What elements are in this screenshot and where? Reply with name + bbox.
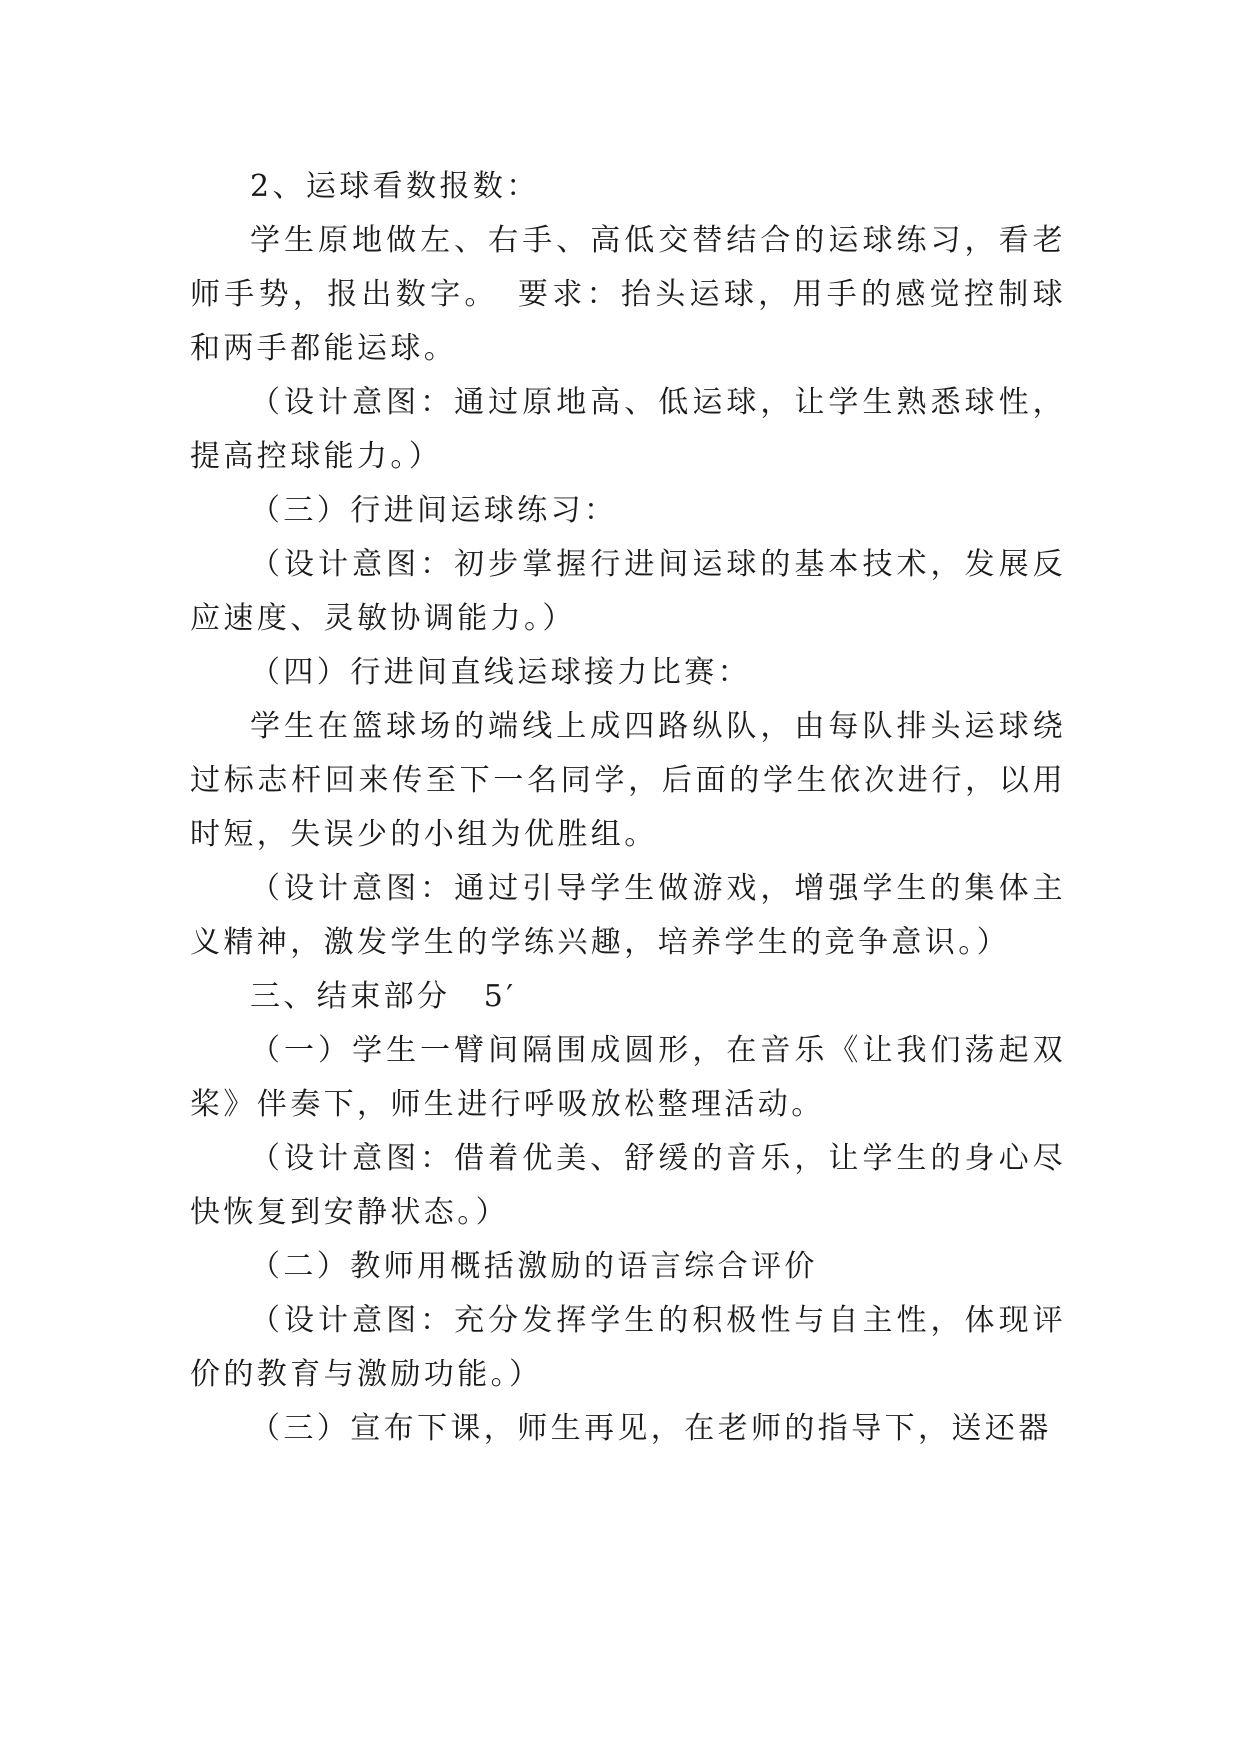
paragraph: （二）教师用概括激励的语言综合评价 xyxy=(250,1249,818,1284)
paragraph: 2、运球看数报数： xyxy=(250,169,540,204)
paragraph: （设计意图：充分发挥学生的积极性与自主性，体现评价的教育与激励功能。） xyxy=(190,1303,1066,1392)
paragraph: （一）学生一臂间隔围成圆形，在音乐《让我们荡起双桨》伴奏下，师生进行呼吸放松整理活动。 xyxy=(190,1033,1066,1122)
body-text xyxy=(190,160,1066,1456)
paragraph: （三）行进间运球练习： xyxy=(250,493,618,528)
paragraph: （设计意图：初步掌握行进间运球的基本技术，发展反应速度、灵敏协调能力。） xyxy=(190,547,1066,636)
paragraph: （三）宣布下课，师生再见，在老师的指导下，送还器 xyxy=(250,1411,1052,1446)
paragraph: （设计意图：借着优美、舒缓的音乐，让学生的身心尽快恢复到安静状态。） xyxy=(190,1141,1066,1230)
paragraph: （设计意图：通过原地高、低运球，让学生熟悉球性，提高控球能力。） xyxy=(190,385,1066,474)
paragraph: （设计意图：通过引导学生做游戏，增强学生的集体主义精神，激发学生的学练兴趣，培养学生的竞争意识。） xyxy=(190,871,1066,960)
paragraph: （四）行进间直线运球接力比赛： xyxy=(250,655,751,690)
paragraph: 学生在篮球场的端线上成四路纵队，由每队排头运球绕过标志杆回来传至下一名同学，后面的学生依次进行，以用时短，失误少的小组为优胜组。 xyxy=(190,709,1066,852)
paragraph: 三、结束部分 5′ xyxy=(250,979,517,1014)
paragraph: 学生原地做左、右手、高低交替结合的运球练习，看老师手势，报出数字。 要求：抬头运球，用手的感觉控制球和两手都能运球。 xyxy=(190,223,1066,366)
